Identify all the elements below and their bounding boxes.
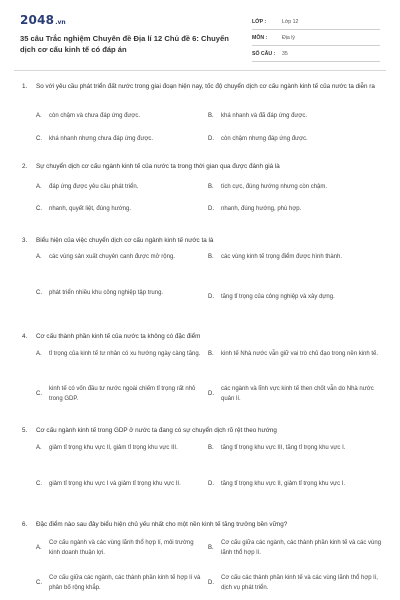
- meta-value: Địa lý: [282, 34, 295, 41]
- option-letter: C.: [36, 136, 42, 142]
- question-prompt: [22, 236, 384, 246]
- question-item: [22, 236, 384, 300]
- question-number: 3.: [22, 237, 28, 244]
- option-letter: D.: [208, 481, 214, 487]
- option-text: tích cực, đúng hướng nhưng còn chậm.: [221, 184, 328, 190]
- option-c[interactable]: [36, 135, 204, 145]
- option-d[interactable]: [208, 385, 384, 404]
- option-text: Cơ cấu các thành phần kinh tế và các vùng lãnh thổ hợp lí, dịch vụ phát triển.: [221, 575, 378, 591]
- option-text: phát triển nhiều khu công nghiệp tập trung.: [49, 290, 164, 296]
- question-text: So với yêu cầu phát triển đất nước trong giai đoạn hiện nay, tốc độ chuyển dịch cơ cấu ngành kinh tế của nước ta diễn ra: [36, 83, 375, 90]
- document-title: 35 câu Trắc nghiệm Chuyên đề Địa lí 12 Chủ đề 6: Chuyển dịch cơ cấu kinh tế có đáp án: [20, 34, 229, 54]
- option-d[interactable]: [208, 205, 384, 215]
- option-text: tăng tỉ trọng khu vực III, tăng tỉ trọng khu vực I.: [221, 445, 346, 451]
- question-prompt: [22, 162, 384, 172]
- option-text: còn chậm và chưa đáp ứng được.: [49, 113, 141, 119]
- question-number: 4.: [22, 333, 28, 340]
- option-text: còn chậm nhưng đáp ứng được.: [221, 136, 308, 142]
- option-letter: A.: [36, 351, 42, 357]
- option-letter: B.: [208, 351, 214, 357]
- option-b[interactable]: [208, 112, 384, 122]
- option-letter: D.: [208, 390, 214, 397]
- question-text: Cơ cấu thành phần kinh tế của nước ta không có đặc điểm: [36, 333, 201, 340]
- option-text: tỉ trọng của kinh tế tư nhân có xu hướng ngày càng tăng.: [49, 351, 201, 357]
- option-text: kinh tế có vốn đầu tư nước ngoài chiếm tỉ trọng rất nhỏ trong GDP.: [49, 386, 196, 402]
- option-letter: A.: [36, 113, 42, 119]
- option-a[interactable]: [36, 183, 204, 193]
- meta-label: SỐ CÂU :: [252, 50, 276, 57]
- option-letter: B.: [208, 445, 214, 451]
- option-c[interactable]: [36, 289, 204, 299]
- option-a[interactable]: [36, 112, 204, 122]
- option-text: tăng tỉ trọng của công nghiệp và xây dựng.: [221, 294, 335, 300]
- question-number: 2.: [22, 163, 28, 170]
- question-text: Cơ cấu ngành kinh tế trong GDP ở nước ta đang có sự chuyển dịch rõ rệt theo hướng: [36, 427, 277, 434]
- option-text: các vùng sản xuất chuyên canh được mở rộng.: [49, 254, 175, 260]
- question-item: [22, 162, 384, 212]
- option-a[interactable]: [36, 539, 204, 558]
- option-c[interactable]: [36, 480, 204, 490]
- option-text: các ngành và lĩnh vực kinh tế then chốt vẫn do Nhà nước quản lí.: [221, 386, 374, 402]
- question-item: [22, 520, 384, 591]
- meta-row-class: [252, 14, 380, 30]
- option-letter: D.: [208, 579, 214, 586]
- logo-domain-text: .vn: [55, 19, 66, 26]
- option-letter: C.: [36, 206, 42, 212]
- document-header: [0, 0, 400, 68]
- option-b[interactable]: [208, 253, 384, 263]
- header-divider: [14, 70, 386, 71]
- option-d[interactable]: [208, 135, 384, 145]
- option-letter: D.: [208, 294, 214, 300]
- option-letter: A.: [36, 254, 42, 260]
- meta-row-count: [252, 46, 380, 62]
- option-b[interactable]: [208, 539, 384, 558]
- option-b[interactable]: [208, 183, 384, 193]
- meta-value: Lớp 12: [282, 18, 299, 25]
- option-d[interactable]: [208, 293, 384, 303]
- meta-value: 35: [282, 50, 288, 57]
- option-letter: C.: [36, 290, 42, 296]
- meta-row-subject: [252, 30, 380, 46]
- logo-main-text: 2048: [20, 13, 55, 27]
- question-number: 5.: [22, 427, 28, 434]
- question-text: Đặc điểm nào sau đây biểu hiện chủ yếu nhất cho một nền kinh tế tăng trưởng bền vững?: [36, 521, 288, 528]
- option-d[interactable]: [208, 574, 384, 593]
- meta-label: MÔN :: [252, 34, 268, 41]
- option-text: kinh tế Nhà nước vẫn giữ vai trò chủ đạo trong nền kinh tế.: [221, 351, 379, 357]
- question-prompt: [22, 426, 384, 436]
- option-letter: B.: [208, 184, 214, 190]
- option-c[interactable]: [36, 385, 204, 404]
- site-logo[interactable]: [20, 13, 66, 27]
- option-letter: A.: [36, 445, 42, 451]
- option-letter: C.: [36, 390, 42, 397]
- option-text: Cơ cấu giữa các ngành, các thành phần kinh tế hợp lí và phân bố rộng khắp.: [49, 575, 201, 591]
- option-d[interactable]: [208, 480, 384, 490]
- option-letter: C.: [36, 481, 42, 487]
- meta-label: LỚP :: [252, 18, 267, 25]
- option-text: nhanh, đúng hướng, phù hợp.: [221, 206, 302, 212]
- option-text: khá nhanh nhưng chưa đáp ứng được.: [49, 136, 154, 142]
- option-b[interactable]: [208, 444, 384, 454]
- option-letter: D.: [208, 136, 214, 142]
- option-a[interactable]: [36, 350, 204, 360]
- option-text: Cơ cấu giữa các ngành, các thành phần kinh tế và các vùng lãnh thổ hợp lí.: [221, 540, 382, 556]
- option-a[interactable]: [36, 444, 204, 454]
- question-item: [22, 82, 384, 142]
- question-prompt: [22, 520, 384, 530]
- question-number: 6.: [22, 521, 28, 528]
- option-letter: C.: [36, 579, 42, 586]
- option-text: các vùng kinh tế trọng điểm được hình thành.: [221, 254, 343, 260]
- question-prompt: [22, 332, 384, 342]
- option-text: khá nhanh và đã đáp ứng được.: [221, 113, 308, 119]
- question-item: [22, 426, 384, 487]
- option-letter: B.: [208, 544, 214, 551]
- option-a[interactable]: [36, 253, 204, 263]
- option-text: Cơ cấu ngành và các vùng lãnh thổ hợp lí, môi trường kinh doanh thuận lợi.: [49, 540, 194, 556]
- option-text: giảm tỉ trọng khu vực I và giảm tỉ trọng khu vực II.: [49, 481, 181, 487]
- option-letter: B.: [208, 113, 214, 119]
- option-text: đáp ứng được yêu cầu phát triển.: [49, 184, 139, 190]
- option-b[interactable]: [208, 350, 384, 360]
- option-letter: A.: [36, 184, 42, 190]
- option-letter: D.: [208, 206, 214, 212]
- question-text: Sự chuyển dịch cơ cấu ngành kinh tế của nước ta trong thời gian qua được đánh giá là: [36, 163, 280, 170]
- document-meta: [252, 14, 380, 62]
- option-text: nhanh, quyết liệt, đúng hướng.: [49, 206, 132, 212]
- option-letter: A.: [36, 544, 42, 551]
- question-item: [22, 332, 384, 402]
- question-prompt: [22, 82, 384, 92]
- question-text: Biểu hiện của việc chuyển dịch cơ cấu ngành kinh tế nước ta là: [36, 237, 214, 244]
- option-c[interactable]: [36, 205, 204, 215]
- question-number: 1.: [22, 83, 28, 90]
- option-text: tăng tỉ trọng khu vực II, giảm tỉ trọng khu vực I.: [221, 481, 346, 487]
- option-text: giảm tỉ trọng khu vực II, giảm tỉ trọng khu vực III.: [49, 445, 178, 451]
- option-c[interactable]: [36, 574, 204, 593]
- option-letter: B.: [208, 254, 214, 260]
